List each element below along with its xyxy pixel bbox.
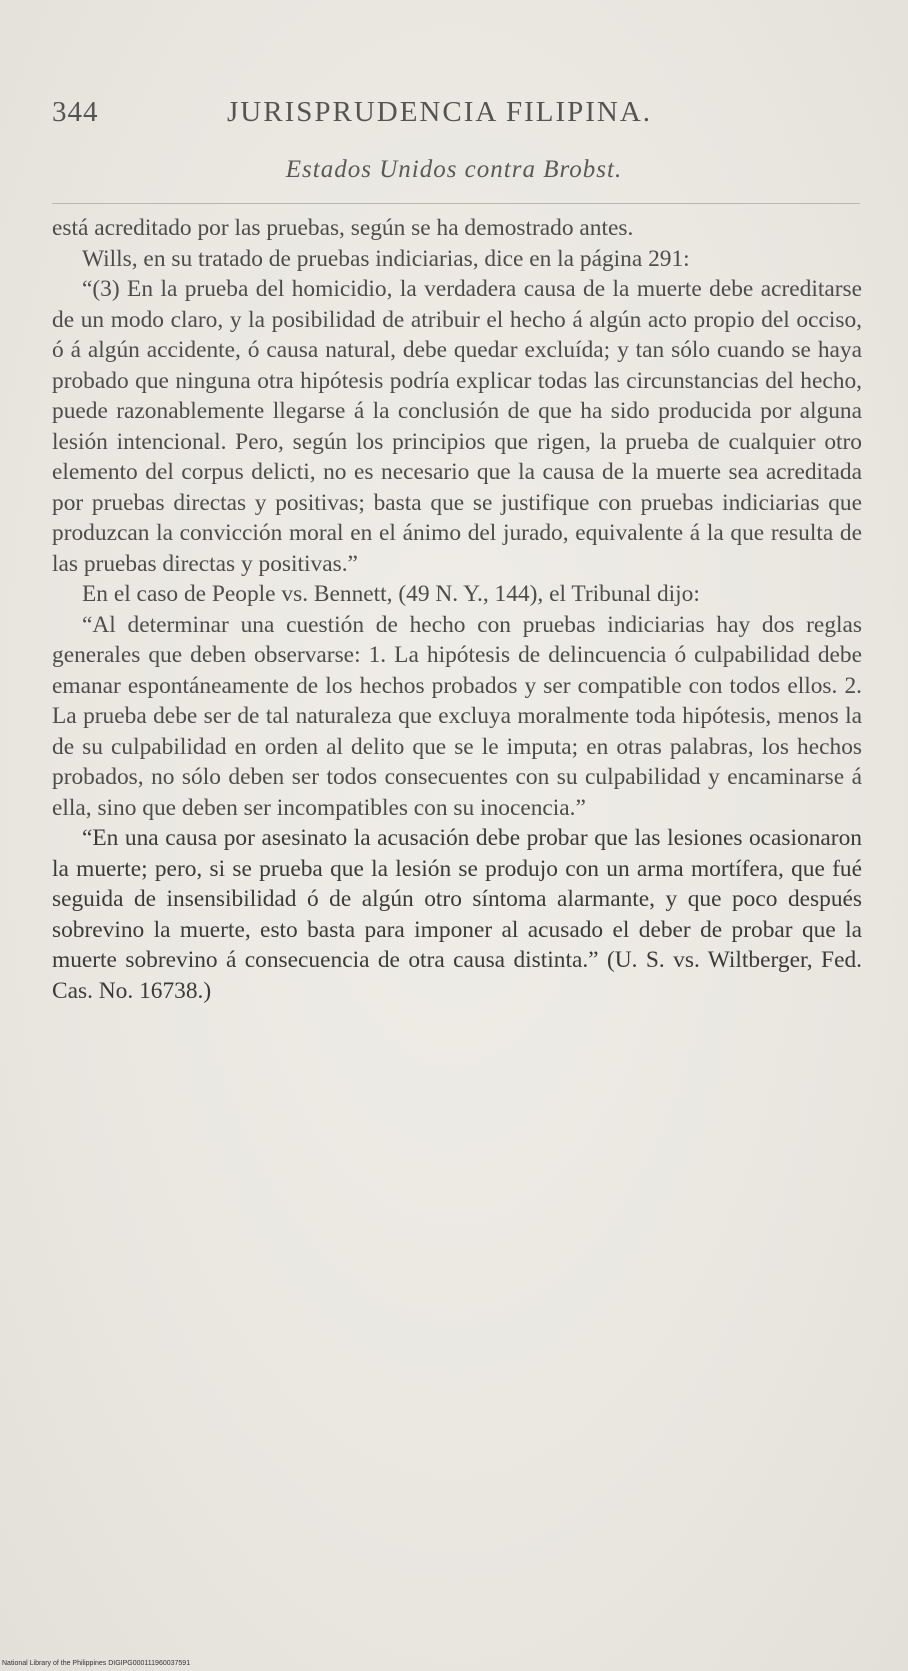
page-number: 344	[52, 96, 99, 128]
running-title: JURISPRUDENCIA FILIPINA.	[227, 96, 653, 128]
page-header	[52, 96, 872, 136]
case-subtitle: Estados Unidos contra Brobst.	[285, 156, 623, 183]
paragraph-2: Wills, en su tratado de pruebas indiciarias, dice en la página 291:	[82, 245, 690, 272]
paragraph-4: En el caso de People vs. Bennett, (49 N. Y., 144), el Tribunal dijo:	[82, 581, 700, 607]
body-text	[52, 213, 862, 1006]
paragraph-1: está acreditado por las pruebas, según se ha demostrado antes.	[52, 215, 634, 241]
paragraph-5: “Al determinar una cuestión de hecho con pruebas indiciarias hay dos reglas generales que deben observarse: 1. La hipótesis de delincuencia ó culpabilidad debe emanar espontáneamente de los hechos probados y ser compatible con todos ellos. 2. La prueba debe ser de tal naturaleza que excluya moralmente toda hipótesis, menos la de su culpabilidad en orden al delito que se le imputa; en otras palabras, los hechos probados, no sólo deben ser todos consecuentes con su culpabilidad y encaminarse á ella, sino que deben ser incompatibles con su inocencia.”	[52, 611, 862, 821]
paragraph-6: “En una causa por asesinato la acusación debe probar que las lesiones ocasionaron la muerte; pero, si se prueba que la lesión se produjo con un arma mortífera, que fué seguida de insensibilidad ó de algún otro síntoma alarmante, y que poco después sobrevino la muerte, esto basta para imponer al acusado el deber de probar que la muerte sobrevino á consecuencia de otra causa distinta.” (U. S. vs. Wiltberger, Fed. Cas. No. 16738.)	[52, 825, 862, 1004]
header-divider	[52, 203, 860, 204]
library-stamp: National Library of the Philippines DIGIPG000111960037591	[2, 1660, 191, 1667]
paragraph-3: “(3) En la prueba del homicidio, la verdadera causa de la muerte debe acreditarse de un modo claro, y la posibilidad de atribuir el hecho á algún acto propio del occiso, ó á algún accidente, ó causa natural, debe quedar excluída; y tan sólo cuando se haya probado que ninguna otra hipótesis podría explicar todas las circunstancias del hecho, puede razonablemente llegarse á la conclusión de que ha sido producida por alguna lesión intencional. Pero, según los principios que rigen, la prueba de cualquier otro elemento del corpus delicti, no es necesario que la causa de la muerte sea acreditada por pruebas directas y positivas; basta que se justifique con pruebas indiciarias que produzcan la convicción moral en el ánimo del jurado, equivalente á la que resulta de las pruebas directas y positivas.”	[52, 276, 862, 577]
